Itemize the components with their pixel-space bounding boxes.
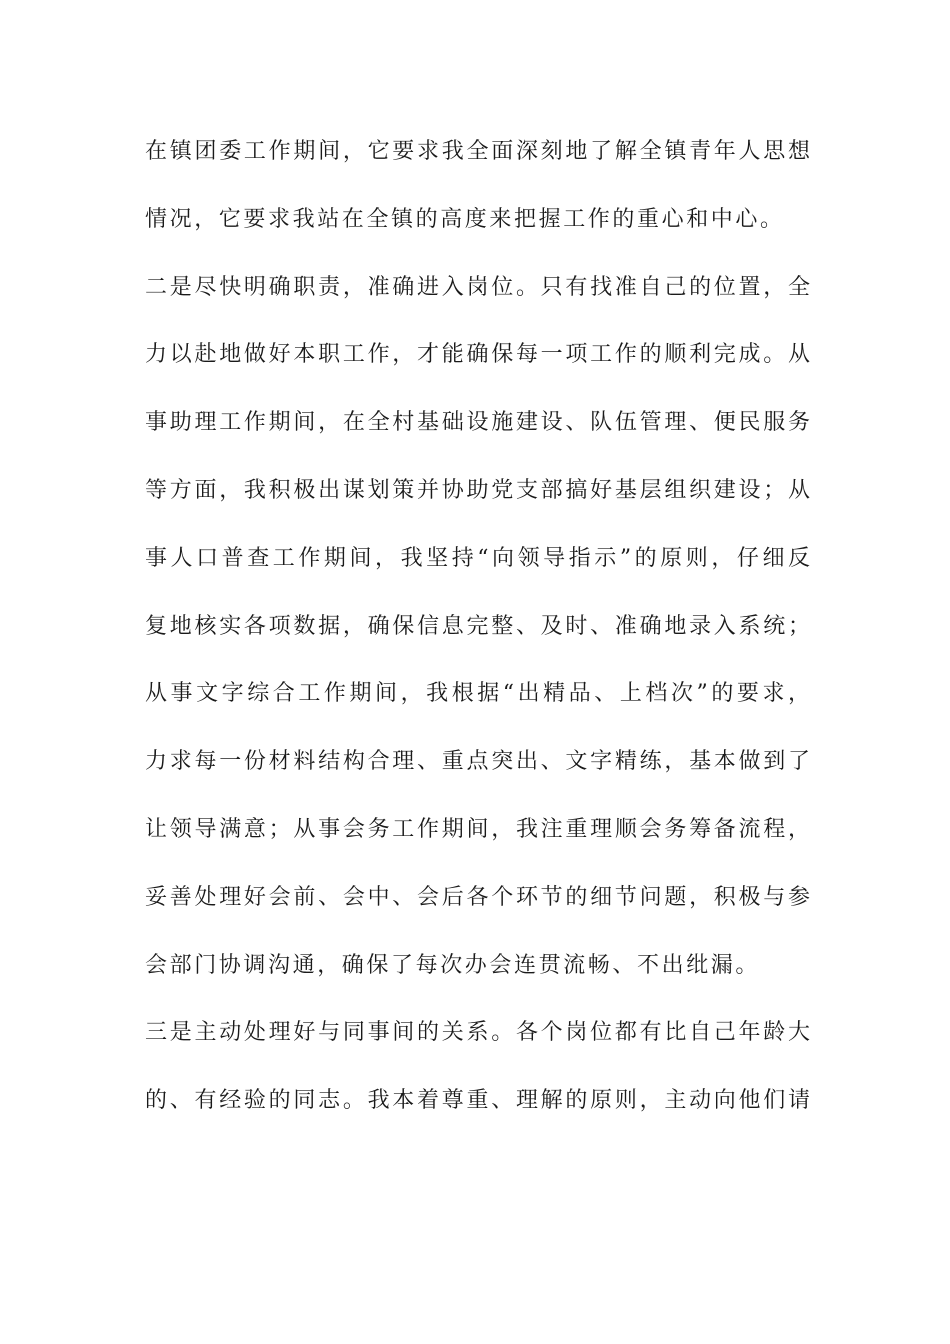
text-line: 二是尽快明确职责，准确进入岗位。只有找准自己的位置，全: [145, 274, 810, 300]
body-text: [145, 128, 810, 1145]
text-line: 事助理工作期间，在全村基础设施建设、队伍管理、便民服务: [145, 410, 810, 436]
text-line: 等方面，我积极出谋划策并协助党支部搞好基层组织建设；从: [145, 477, 810, 503]
text-line: 会部门协调沟通，确保了每次办会连贯流畅、不出纰漏。: [145, 952, 761, 978]
text-line: 事人口普查工作期间，我坚持“向领导指示”的原则，仔细反: [145, 545, 810, 571]
text-line: 让领导满意；从事会务工作期间，我注重理顺会务筹备流程，: [145, 816, 810, 842]
text-line: 情况，它要求我站在全镇的高度来把握工作的重心和中心。: [145, 206, 785, 232]
text-line: 的、有经验的同志。我本着尊重、理解的原则，主动向他们请: [145, 1088, 810, 1114]
text-line: 力以赴地做好本职工作，才能确保每一项工作的顺利完成。从: [145, 342, 810, 368]
text-line: 三是主动处理好与同事间的关系。各个岗位都有比自己年龄大: [145, 1020, 810, 1046]
text-line: 复地核实各项数据，确保信息完整、及时、准确地录入系统；: [145, 613, 810, 639]
text-line: 妥善处理好会前、会中、会后各个环节的细节问题，积极与参: [145, 884, 810, 910]
text-line: 在镇团委工作期间，它要求我全面深刻地了解全镇青年人思想: [145, 139, 810, 164]
text-line: 力求每一份材料结构合理、重点突出、文字精练，基本做到了: [145, 749, 810, 775]
text-line: 从事文字综合工作期间，我根据“出精品、上档次”的要求，: [145, 681, 810, 707]
